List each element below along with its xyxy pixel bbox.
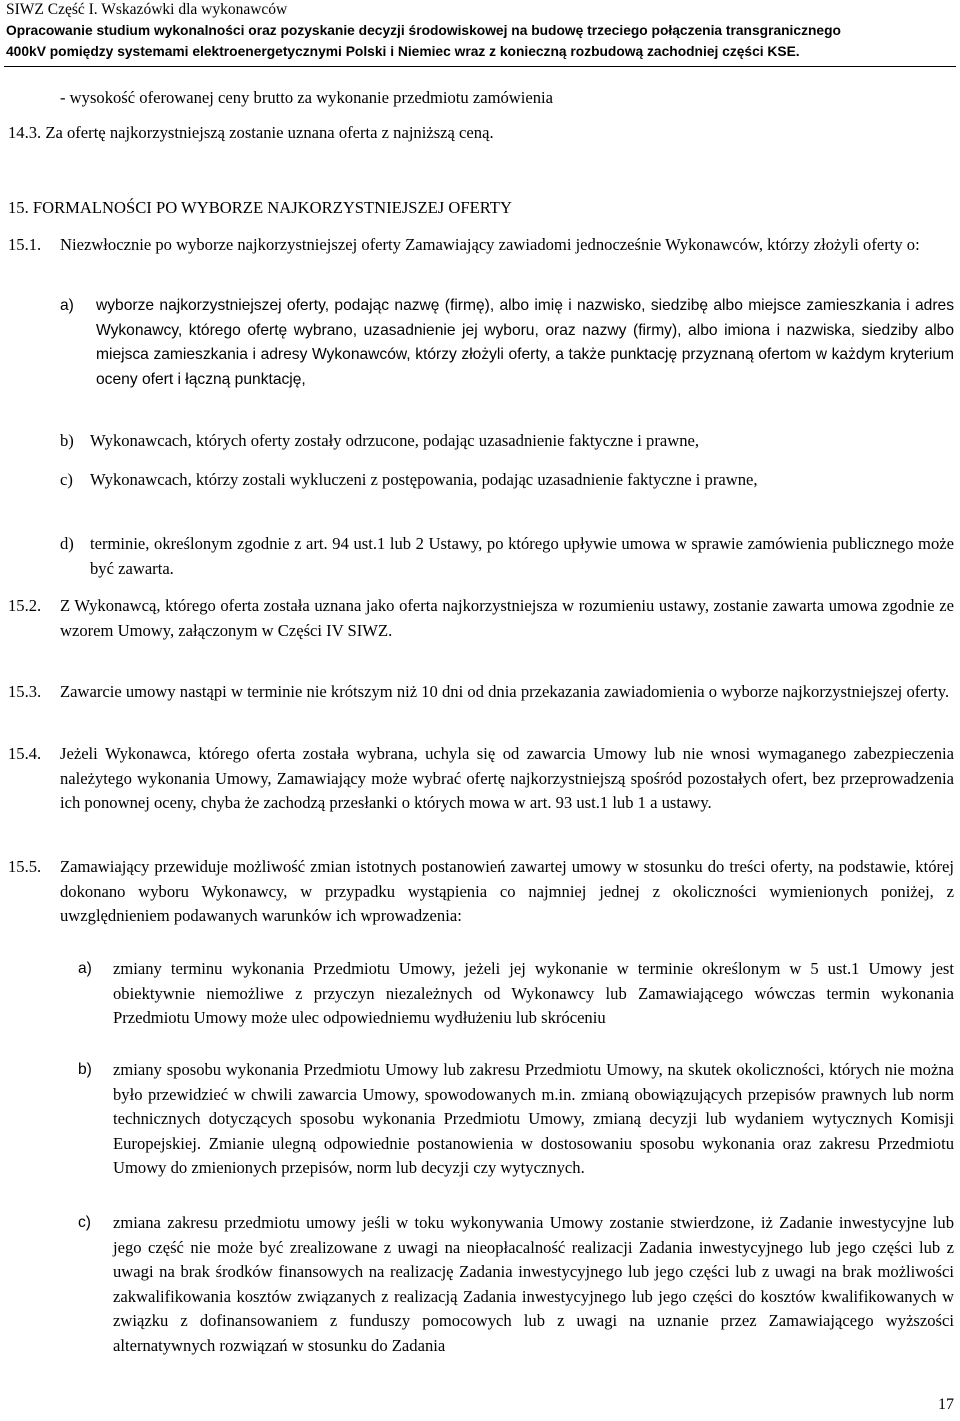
item-15-1-c-label: c) (60, 470, 73, 489)
section-15-5-number: 15.5. (8, 857, 42, 876)
item-15-5-a-label: a) (78, 960, 92, 977)
item-15-1-d-label: d) (60, 534, 74, 553)
header-doc-title: SIWZ Część I. Wskazówki dla wykonawców (6, 1, 288, 18)
item-15-5-c-label: c) (78, 1214, 91, 1231)
item-15-5-c-text: zmiana zakresu przedmiotu umowy jeśli w toku wykonywania Umowy zostanie stwierdzone, iż Zadanie inwestycyjne lub jego część nie może być zrealizowane z uwagi na nieopłacalność realizacji Zadania inwestycyjnego lub jego części lub z uwagi na brak środków finansowych na realizację Zadania inwestycyjnego lub jego części lub z uwagi na brak możliwości zakwalifikowania kosztów związanych z realizacją Zadania inwestycyjnego lub jego części do kosztów kwalifikowanych w związku z dofinansowaniem z funduszy pomocowych lub z uwagi na uznanie przez Zamawiającego wyższości alternatywnych rozwiązań w stosunku do Zadania (113, 1213, 954, 1355)
section-15-4-text: Jeżeli Wykonawca, którego oferta została wybrana, uchyla się od zawarcia Umowy lub nie wnosi wymaganego zabezpieczenia należytego wykonania Umowy, Zamawiający może wybrać ofertę najkorzystniejszą spośród pozostałych ofert, bez przeprowadzenia ich ponownej oceny, chyba że zachodzą przesłanki o których mowa w art. 93 ust.1 lub 1 a ustawy. (60, 744, 954, 813)
section-15-1-number: 15.1. (8, 235, 42, 254)
item-15-5-b-label: b) (78, 1061, 92, 1078)
section-14-3: 14.3. Za ofertę najkorzystniejszą zostanie uznana oferta z najniższą ceną. (8, 123, 494, 142)
item-15-5-a-text: zmiany terminu wykonania Przedmiotu Umowy, jeżeli jej wykonanie w terminie określonym w 5 ust.1 Umowy jest obiektywnie niemożliwe z przyczyn niezależnych od Wykonawcy lub Zamawiającego wówczas termin wykonania Przedmiotu Umowy może ulec odpowiedniemu wydłużeniu lub skróceniu (113, 959, 954, 1028)
section-15-5-text: Zamawiający przewiduje możliwość zmian istotnych postanowień zawartej umowy w stosunku do treści oferty, na podstawie, której dokonano wyboru Wykonawcy, w przypadku wystąpienia co najmniej jednej z okoliczności wymienionych poniżej, z uwzględnieniem podawanych warunków ich wprowadzenia: (60, 857, 954, 926)
item-15-1-a-text: wyborze najkorzystniejszej oferty, podając nazwę (firmę), albo imię i nazwisko, siedzibę albo miejsce zamieszkania i adres Wykonawcy, którego ofertę wybrano, uzasadnienie jej wyboru, oraz nazwy (firmy), albo imiona i nazwiska, siedziby albo miejsca zamieszkania i adresy Wykonawców, którzy złożyli oferty, a także punktację przyznaną ofertom w każdym kryterium oceny ofert i łączną punktację, (96, 297, 954, 388)
item-15-5-b-text: zmiany sposobu wykonania Przedmiotu Umowy lub zakresu Przedmiotu Umowy, na skutek okoliczności, których nie można było przewidzieć w chwili zawarcia Umowy, spowodowanych m.in. zmianą obowiązujących przepisów prawnych lub norm technicznych dotyczących sposobu wykonania Przedmiotu Umowy, zmianą decyzji lub wydaniem wytycznych Komisji Europejskiej. Zmianie ulegną odpowiednie postanowienia w dostosowaniu sposobu wykonania oraz zakresu Przedmiotu Umowy do zmienionych przepisów, norm lub decyzji czy wytycznych. (113, 1060, 954, 1178)
item-15-1-b-text: Wykonawcach, których oferty zostały odrzucone, podając uzasadnienie faktyczne i prawne, (90, 431, 700, 450)
section-15-1-text: Niezwłocznie po wyborze najkorzystniejszej oferty Zamawiający zawiadomi jednocześnie Wykonawców, którzy złożyli oferty o: (60, 235, 920, 254)
item-15-1-b-label: b) (60, 431, 74, 450)
section-15-2-number: 15.2. (8, 596, 42, 615)
bullet-price: - wysokość oferowanej ceny brutto za wykonanie przedmiotu zamówienia (60, 88, 554, 107)
section-15-2-text: Z Wykonawcą, którego oferta została uznana jako oferta najkorzystniejsza w rozumieniu ustawy, zostanie zawarta umowa zgodnie ze wzorem Umowy, załączonym w Części IV SIWZ. (60, 596, 954, 640)
section-15-4-number: 15.4. (8, 744, 42, 763)
section-15-3-number: 15.3. (8, 682, 42, 701)
section-15-title: 15. FORMALNOŚCI PO WYBORZE NAJKORZYSTNIEJSZEJ OFERTY (8, 198, 512, 217)
item-15-1-d-text: terminie, określonym zgodnie z art. 94 ust.1 lub 2 Ustawy, po którego upływie umowa w sprawie zamówienia publicznego może być zawarta. (90, 534, 954, 578)
page-header (6, 0, 956, 62)
header-divider (4, 66, 956, 67)
header-project-line-2: 400kV pomiędzy systemami elektroenergetycznymi Polski i Niemiec wraz z konieczną rozbudową zachodniej części KSE. (6, 44, 800, 59)
page-number: 17 (938, 1396, 954, 1413)
section-15-3-text: Zawarcie umowy nastąpi w terminie nie krótszym niż 10 dni od dnia przekazania zawiadomienia o wyborze najkorzystniejszej oferty. (60, 682, 950, 701)
item-15-1-c-text: Wykonawcach, którzy zostali wykluczeni z postępowania, podając uzasadnienie faktyczne i prawne, (90, 470, 758, 489)
header-project-line-1: Opracowanie studium wykonalności oraz pozyskanie decyzji środowiskowej na budowę trzeciego połączenia transgranicznego (6, 23, 841, 38)
item-15-1-a-label: a) (60, 297, 74, 314)
